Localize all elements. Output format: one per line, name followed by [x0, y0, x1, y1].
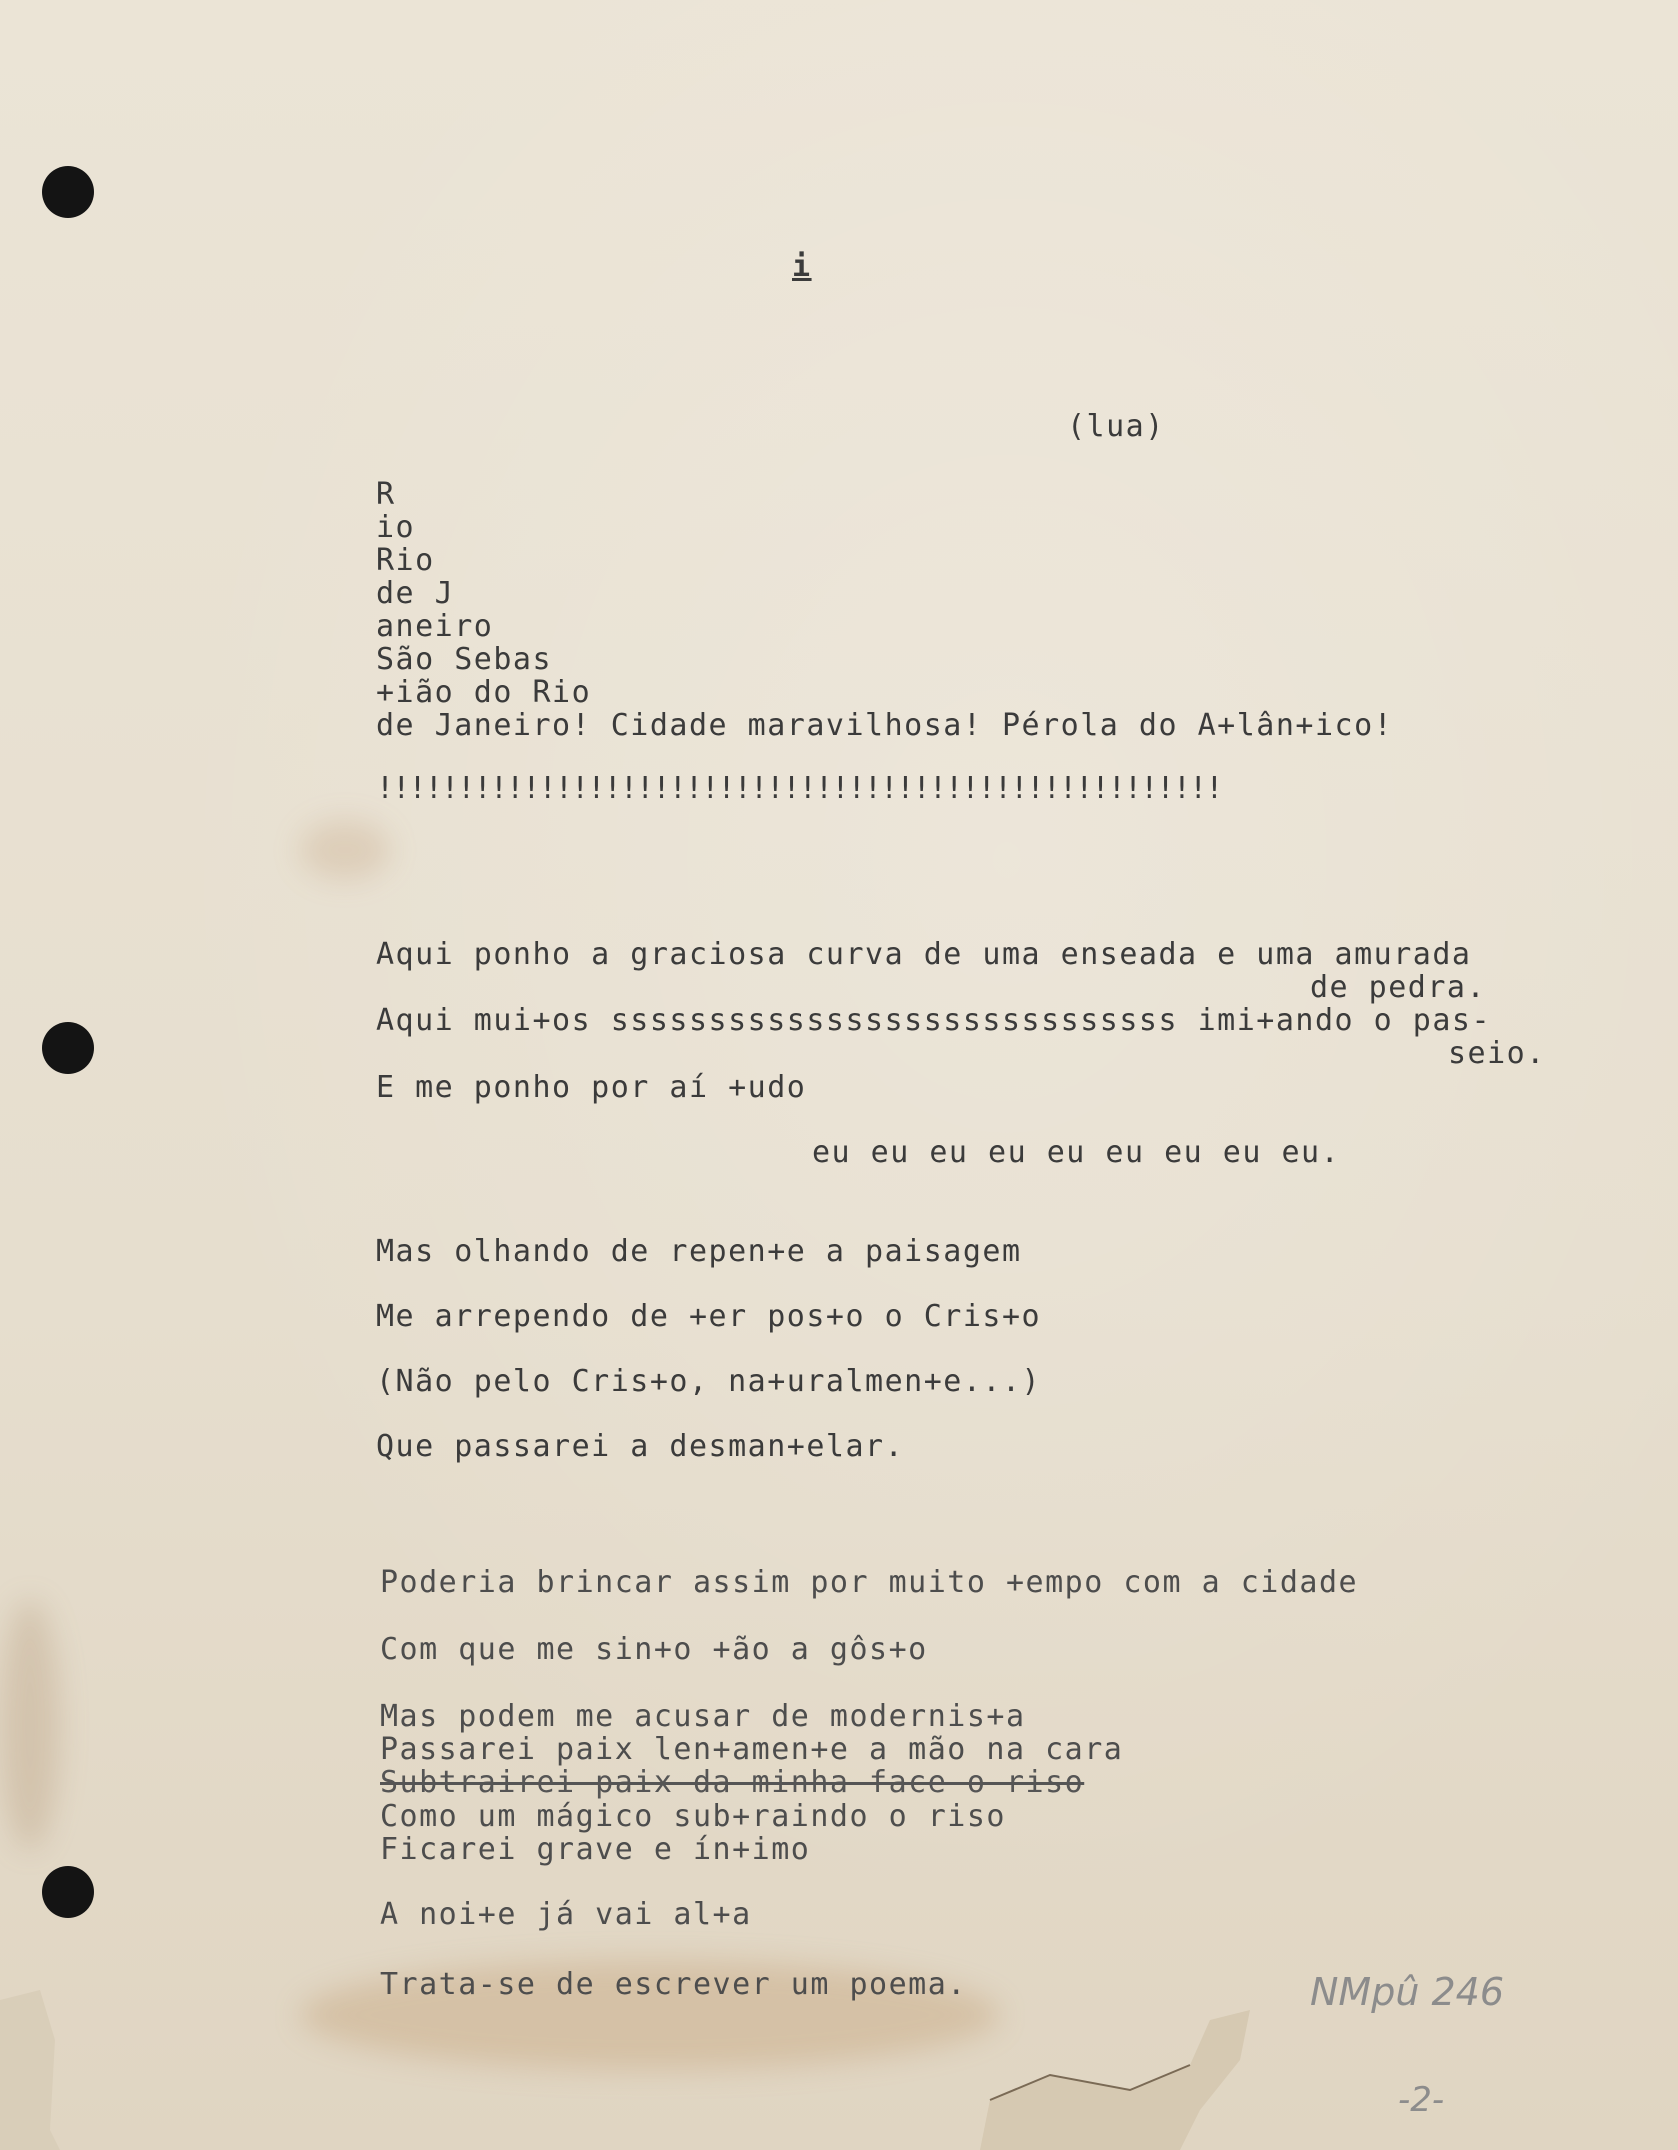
stanza2-line: de pedra.	[1310, 970, 1487, 1005]
stanza3-line: Me arrependo de +er pos+o o Cris+o	[376, 1299, 1042, 1334]
stanza2-line: eu eu eu eu eu eu eu eu eu.	[812, 1135, 1341, 1170]
stanza4-line: Trata-se de escrever um poema.	[380, 1967, 967, 2002]
binder-hole-bottom	[42, 1866, 94, 1918]
archive-annotation: NMpû 246	[1310, 1970, 1505, 2014]
stanza4-line: Mas podem me acusar de modernis+a	[380, 1699, 1026, 1734]
stanza4-line: Passarei paix len+amen+e a mão na cara	[380, 1732, 1124, 1767]
stanza2-line: Aqui mui+os sssssssssssssssssssssssssssss imi+ando o pas-	[376, 1003, 1492, 1038]
stanza3-line: Que passarei a desman+elar.	[376, 1429, 905, 1464]
stanza1-line: Rio	[376, 543, 435, 578]
binder-hole-top	[42, 166, 94, 218]
stanza1-line: R	[376, 477, 396, 512]
stanza4-line: Como um mágico sub+raindo o riso	[380, 1799, 1006, 1834]
stanza2-line: seio.	[1448, 1036, 1546, 1071]
stanza1-line: io	[376, 510, 416, 545]
struck-out-line: Subtrairei paix da minha face o riso	[380, 1765, 1085, 1800]
stanza3-line: (Não pelo Cris+o, na+uralmen+e...)	[376, 1364, 1042, 1399]
poem-subtitle: (lua)	[1067, 409, 1165, 444]
stanza4-line: Poderia brincar assim por muito +empo com a cidade	[380, 1565, 1359, 1600]
paper-stain	[0, 1600, 60, 1850]
stanza4-line: A noi+e já vai al+a	[380, 1897, 752, 1932]
stanza1-line: aneiro	[376, 609, 494, 644]
stanza2-line: Aqui ponho a graciosa curva de uma enseada e uma amurada	[376, 937, 1472, 972]
stanza1-line: de Janeiro! Cidade maravilhosa! Pérola do A+lân+ico!	[376, 708, 1394, 743]
stanza4-line: Ficarei grave e ín+imo	[380, 1832, 811, 1867]
stanza1-line: +ião do Rio	[376, 675, 592, 710]
exclamation-row: !!!!!!!!!!!!!!!!!!!!!!!!!!!!!!!!!!!!!!!!!!!!!!!!!!!!	[376, 771, 1222, 806]
stanza4-line: Com que me sin+o +ão a gôs+o	[380, 1632, 928, 1667]
page-number: -2-	[1398, 2080, 1445, 2120]
stanza1-line: de J	[376, 576, 455, 611]
stanza2-line: E me ponho por aí +udo	[376, 1070, 807, 1105]
binder-hole-middle	[42, 1022, 94, 1074]
section-number: i	[792, 249, 812, 284]
stanza3-line: Mas olhando de repen+e a paisagem	[376, 1234, 1022, 1269]
stanza1-line: São Sebas	[376, 642, 553, 677]
paper-stain	[300, 820, 390, 880]
